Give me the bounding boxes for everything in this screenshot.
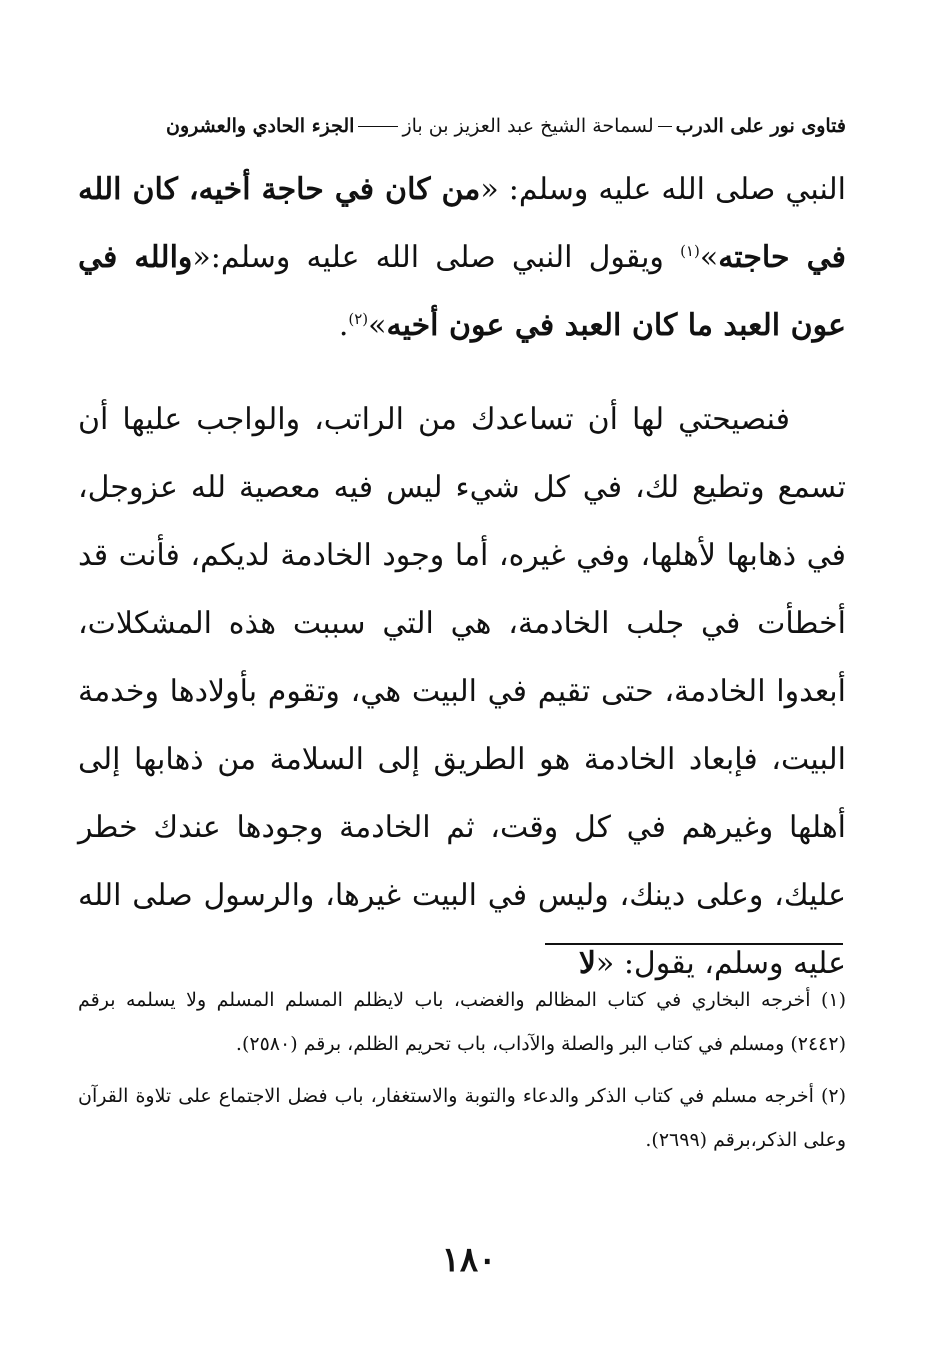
para1-close-2: » [368,308,387,343]
header-rule [358,126,398,127]
footnote-1: (١) أخرجه البخاري في كتاب المظالم والغضب، باب لايظلم المسلم المسلم ولا يسلمه برقم (٢٤٤٢) ومسلم في كتاب البر والصلة والآداب، باب تحريم الظلم، برقم (٢٥٨٠). [78,989,846,1055]
para1-end: . [338,308,349,343]
footnote-separator [545,943,843,945]
footnote-ref-2: (٢) [348,310,369,328]
main-text [78,156,846,998]
para1-intro: النبي صلى الله عليه وسلم: « [480,172,846,207]
hadith-quote-2: والله في عون العبد ما كان العبد في عون أخيه [78,240,846,343]
para2-text: فنصيحتي لها أن تساعدك من الراتب، والواجب عليها أن تسمع وتطيع لك، في كل شيء ليس فيه معصية لله عزوجل، في ذهابها لأهلها، وفي غيره، أما وجود الخادمة لديكم، فأنت قد أخطأت في جلب الخادمة، هي التي سببت هذه المشكلات، أبعدوا الخادمة، حتى تقيم في البيت هي، وتقوم بأولادها وخدمة البيت، فإبعاد الخادمة هو الطريق إلى السلامة من ذهابها إلى أهلها وغيرهم في كل وقت، ثم الخادمة وجودها عندك خطر عليك، وعلى دينك، وليس في البيت غيرها، والرسول صلى الله عليه وسلم، يقول: « [78,402,846,981]
para1-close-1: » [699,240,719,275]
para1-middle: ويقول النبي صلى الله عليه وسلم:« [192,240,681,275]
paragraph-1 [78,156,846,360]
header-author: لسماحة الشيخ عبد العزيز بن باز [402,115,654,137]
footnotes [78,978,846,1170]
footnote-ref-1: (١) [680,242,700,260]
paragraph-2 [78,386,846,998]
page-number: ١٨٠ [441,1240,497,1280]
para2-trailing-bold: لا [578,946,596,981]
header-book-title: فتاوى نور على الدرب [675,115,846,137]
running-header [78,108,846,144]
header-dash [658,126,672,127]
header-part: الجزء الحادي والعشرون [166,115,355,137]
footnote-2: (٢) أخرجه مسلم في كتاب الذكر والدعاء والتوبة والاستغفار، باب فضل الاجتماع على تلاوة القرآن وعلى الذكر،برقم (٢٦٩٩). [78,1085,846,1151]
hadith-quote-1: من كان في حاجة أخيه، كان الله في حاجته [78,172,846,275]
